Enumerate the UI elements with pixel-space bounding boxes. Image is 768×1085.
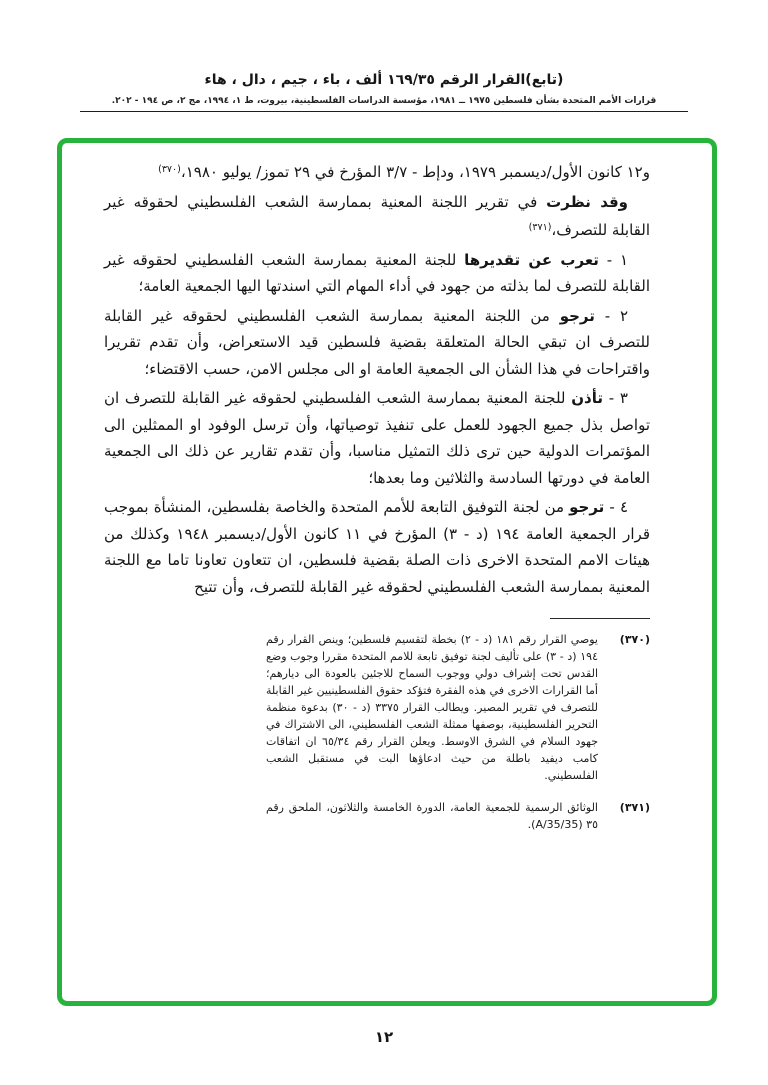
item-number: ١ - — [598, 250, 628, 269]
text-segment: للجنة المعنية بممارسة الشعب الفلسطيني لحقوقه غير القابلة للتصرف لما بذلته من جهود في أداء المهام التي اسندتها اليها الجمعية العامة؛ — [104, 250, 650, 295]
lead-phrase: تأذن — [571, 389, 603, 407]
lead-phrase: وقد نظرت — [546, 192, 629, 211]
footnote-ref-371: (٣٧١) — [528, 222, 552, 233]
item-number: ٤ - — [604, 498, 628, 516]
page-header — [0, 0, 768, 112]
text-segment: من اللجنة المعنية بممارسة الشعب الفلسطيني لحقوقه غير القابلة للتصرف ان تبقي الحالة المتعلقة بقضية فلسطين قيد الاستعراض، وأن تقدم تقريرا واقتراحات في هذا الشأن الى الجمعية العامة او الى مجلس الامن، حسب الاقتضاء؛ — [104, 306, 650, 378]
paragraph-operative-1 — [104, 247, 650, 300]
paragraph-operative-3 — [104, 385, 650, 491]
footnote-text: يوصي القرار رقم ١٨١ (د - ٢) بخطة لتقسيم فلسطين؛ وينص القرار رقم ١٩٤ (د - ٣) على تأليف لجنة توفيق تابعة للامم المتحدة مقررا وجوب وضع القدس تحت إشراف دولي ووجوب السماح للاجئين بالعودة الى ديارهم؛ أما القرارات الاخرى في هذه الفقرة فتؤكد حقوق الفلسطينيين غير القابلة للتصرف في تقرير المصير. ويطالب القرار ٣٣٧٥ (د - ٣٠) بدعوة منظمة التحرير الفلسطينية، بوصفها ممثلة الشعب الفلسطيني، الى الاشتراك في جهود السلام في الشرق الاوسط. ويعلن القرار رقم ٦٥/٣٤ ان اتفاقات كامب ديفيد باطلة من حيث ادعاؤها البت في مستقبل الشعب الفلسطيني. — [266, 633, 598, 782]
text-segment: من لجنة التوفيق التابعة للأمم المتحدة والخاصة بفلسطين، المنشأة بموجب قرار الجمعية العامة ١٩٤ (د - ٣) المؤرخ في ١١ كانون الأول/ديسمبر ١٩٤٨ وكذلك من هيئات الامم المتحدة الاخرى ذات الصلة بقضية فلسطين، ان تتعاون تعاونا تاما مع اللجنة المعنية بممارسة الشعب الفلسطيني لحقوقه غير القابلة للتصرف، وأن تتيح — [104, 498, 650, 596]
text-segment: في تقرير اللجنة المعنية بممارسة الشعب الفلسطيني لحقوقه غير القابلة للتصرف، — [104, 192, 650, 239]
resolution-body — [104, 157, 650, 600]
footnote-item — [266, 631, 650, 784]
text-segment: و١٢ كانون الأول/ديسمبر ١٩٧٩، ودإط - ٣/٧ المؤرخ في ٢٩ تموز/ يوليو ١٩٨٠، — [180, 163, 650, 181]
footnote-item — [266, 799, 650, 833]
lead-phrase: ترجو — [559, 306, 595, 325]
header-source-line: قرارات الأمم المتحدة بشأن فلسطين ١٩٧٥ ــ ١٩٨١، مؤسسة الدراسات الفلسطينية، بيروت، ط ١، ١٩٩٤، مج ٢، ص ١٩٤ - ٢٠٢. — [111, 96, 657, 106]
page-number: ١٢ — [374, 1028, 394, 1046]
header-title: (تابع)القرار الرقم ١٦٩/٣٥ ألف ، باء ، جيم ، دال ، هاء — [204, 72, 564, 88]
footnote-text: الوثائق الرسمية للجمعية العامة، الدورة الخامسة والثلاثون، الملحق رقم ٣٥ (A/35/35). — [266, 801, 598, 831]
footnote-number: (٣٧١) — [619, 801, 650, 814]
paragraph-preamble — [104, 189, 650, 244]
footnote-number: (٣٧٠) — [619, 633, 650, 646]
header-divider — [80, 111, 688, 112]
lead-phrase: ترجو — [569, 498, 605, 516]
paragraph-intro — [104, 157, 650, 186]
footnotes-section — [266, 631, 650, 833]
highlight-frame — [57, 138, 717, 1006]
item-number: ٣ - — [603, 389, 628, 407]
lead-phrase: تعرب عن تقديرها — [464, 250, 599, 269]
item-number: ٢ - — [594, 306, 629, 325]
text-segment: للجنة المعنية بممارسة الشعب الفلسطيني لحقوقه غير القابلة للتصرف ان تواصل بذل جميع الجهود للعمل على تنفيذ توصياتها، وأن ترسل الوفود او الممثلين الى المؤتمرات الدولية حين ترى ذلك التمثيل مناسبا، وأن تقدم تقارير عن ذلك الى الجمعية العامة في دورتها السادسة والثلاثين وما بعدها؛ — [104, 389, 650, 487]
footnote-separator — [550, 618, 650, 619]
paragraph-operative-4 — [104, 494, 650, 600]
paragraph-operative-2 — [104, 303, 650, 383]
footnote-ref-370: (٣٧٠) — [158, 164, 181, 175]
